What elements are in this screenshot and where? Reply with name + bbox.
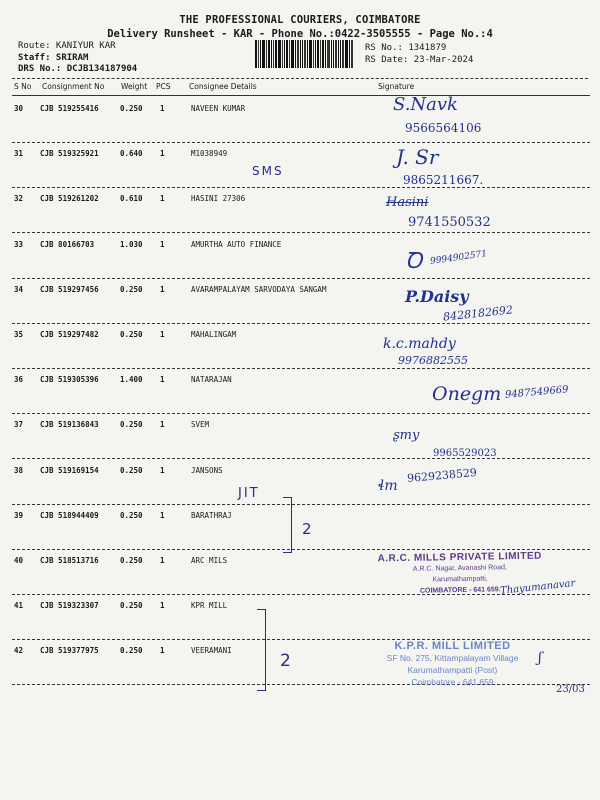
- row-consignee: JANSONS: [191, 465, 223, 475]
- table-row: [12, 143, 590, 188]
- row-weight: 1.030: [120, 239, 143, 249]
- row-sno: 35: [14, 330, 24, 339]
- arc-mills-stamp: A.R.C. MILLS PRIVATE LIMITED A.R.C. Nagar, Avanashi Road, Karumathampatti, COIMBATORE - 641 659.: [377, 550, 542, 595]
- row-consignee: SVEM: [191, 420, 210, 430]
- row-weight: 0.610: [120, 194, 143, 204]
- header-underline: [12, 95, 590, 96]
- row-pcs: 1: [160, 601, 165, 611]
- row-consignee: ARC MILS: [191, 556, 228, 565]
- row-consignment: CJB 80166703: [40, 239, 95, 249]
- row-weight: 0.250: [120, 104, 143, 113]
- kpr-mill-stamp: K.P.R. MILL LIMITED SF No. 275, Kittampalayam Village Karumathampatti (Post) Coimbatore - 641 659: [386, 640, 519, 687]
- phone-30: 9566564106: [405, 121, 482, 135]
- phone-32: 9741550532: [408, 215, 491, 230]
- row-pcs: 1: [160, 465, 165, 475]
- route-label: Route: KANIYUR KAR: [18, 41, 116, 51]
- row-consignee: NAVEEN KUMAR: [191, 104, 246, 113]
- table-row: [12, 324, 590, 369]
- kpr-signature-mark: ʃ: [538, 650, 542, 666]
- row-pcs: 1: [160, 556, 165, 565]
- table-row: [12, 595, 590, 640]
- row-consignment: CJB 519261202: [40, 194, 99, 204]
- rs-date: RS Date: 23-Mar-2024: [365, 55, 474, 65]
- drs-number: DRS No.: DCJB134187904: [18, 64, 138, 74]
- row-weight: 0.250: [120, 646, 143, 656]
- row-consignment: CJB 519255416: [40, 104, 99, 113]
- row-sno: 30: [14, 104, 24, 113]
- signature-30: S.Navk: [393, 94, 458, 115]
- table-row: [12, 414, 590, 459]
- row-pcs: 1: [160, 194, 165, 204]
- row-consignee: KPR MILL: [191, 601, 228, 611]
- row-weight: 0.250: [120, 510, 143, 520]
- row-pcs: 1: [160, 420, 165, 430]
- phone-31: 9865211667.: [403, 173, 484, 187]
- runsheet-subtitle: Delivery Runsheet - KAR - Phone No.:0422-3505555 - Page No.:4: [107, 28, 493, 40]
- company-title: THE PROFESSIONAL COURIERS, COIMBATORE: [179, 14, 421, 26]
- table-row: [12, 369, 590, 414]
- phone-37: 9965529023: [433, 448, 497, 459]
- rs-number: RS No.: 1341879: [365, 43, 447, 53]
- signature-37-mark: ʂmy: [393, 428, 420, 443]
- row-sno: 31: [14, 149, 24, 159]
- table-row: [12, 98, 590, 143]
- bracket-count-1: 2: [302, 520, 312, 538]
- phone-38: 9629238529: [406, 465, 478, 486]
- row-consignee: NATARAJAN: [191, 375, 232, 385]
- barcode-image: [255, 40, 355, 68]
- row-consignee: BARATHRAJ: [191, 510, 232, 520]
- row-consignment: CJB 519169154: [40, 465, 99, 475]
- phone-33: 9994902571: [429, 249, 488, 267]
- col-weight: Weight: [121, 82, 148, 91]
- row-consignment: CJB 519377975: [40, 646, 99, 656]
- row-weight: 0.250: [120, 284, 143, 294]
- stamp-signature: Thayumanavar: [499, 578, 576, 597]
- row-pcs: 1: [160, 375, 165, 385]
- col-consignee: Consignee Details: [189, 82, 257, 91]
- row-pcs: 1: [160, 330, 165, 339]
- row-weight: 0.250: [120, 420, 143, 430]
- col-signature: Signature: [378, 82, 415, 91]
- signature-35: k.c.mahdy: [383, 336, 456, 352]
- col-consignment: Consignment No: [42, 82, 105, 91]
- row-sno: 39: [14, 510, 24, 520]
- col-sno: S No: [14, 82, 32, 91]
- row-weight: 0.250: [120, 601, 143, 611]
- row-pcs: 1: [160, 149, 165, 159]
- row-pcs: 1: [160, 104, 165, 113]
- jit-note: JIT: [238, 486, 260, 501]
- row-sno: 32: [14, 194, 24, 204]
- header-divider: [12, 78, 588, 79]
- row-sno: 38: [14, 465, 24, 475]
- bracket-39-40: [283, 497, 292, 553]
- bracket-count-2: 2: [280, 651, 291, 671]
- signature-36: Onegm: [432, 383, 502, 405]
- signature-31: J. Sr: [396, 145, 439, 169]
- row-sno: 40: [14, 556, 24, 565]
- row-consignment: CJB 519305396: [40, 375, 99, 385]
- signature-32: Hasini: [386, 195, 429, 210]
- col-pcs: PCS: [156, 82, 171, 91]
- phone-36: 9487549669: [504, 384, 569, 401]
- row-sno: 34: [14, 284, 24, 294]
- table-row: [12, 188, 590, 233]
- row-pcs: 1: [160, 239, 165, 249]
- signature-34: P.Daisy: [405, 287, 469, 306]
- row-consignment: CJB 518944409: [40, 510, 99, 520]
- row-sno: 41: [14, 601, 24, 611]
- row-consignment: CJB 519323307: [40, 601, 99, 611]
- row-consignment: CJB 518513716: [40, 556, 99, 565]
- phone-34: 8428182692: [442, 303, 514, 324]
- row-sno: 36: [14, 375, 24, 385]
- row-pcs: 1: [160, 510, 165, 520]
- sms-note: SMS: [252, 164, 284, 178]
- row-consignment: CJB 519136843: [40, 420, 99, 430]
- row-sno: 37: [14, 420, 24, 430]
- row-weight: 1.400: [120, 375, 143, 385]
- row-weight: 0.250: [120, 330, 143, 339]
- row-consignee: VEERAMANI: [191, 646, 232, 656]
- row-consignment: CJB 519325921: [40, 149, 99, 159]
- row-consignee: HASINI 27306: [191, 194, 246, 204]
- phone-35: 9976882555: [398, 354, 468, 367]
- row-sno: 42: [14, 646, 24, 656]
- table-row: [12, 460, 590, 505]
- row-consignment: CJB 519297456: [40, 284, 99, 294]
- row-consignment: CJB 519297482: [40, 330, 99, 339]
- table-row: [12, 505, 590, 550]
- row-pcs: 1: [160, 646, 165, 656]
- staff-label: Staff: SRIRAM: [18, 53, 89, 63]
- signature-38-mark: ɬm: [378, 478, 398, 494]
- signature-33-mark: Ꝺ: [405, 249, 423, 274]
- row-sno: 33: [14, 239, 24, 249]
- row-consignee: MAHALINGAM: [191, 330, 237, 339]
- row-weight: 0.640: [120, 149, 143, 159]
- row-consignee: AMURTHA AUTO FINANCE: [191, 239, 282, 249]
- row-weight: 0.250: [120, 556, 143, 565]
- row-weight: 0.250: [120, 465, 143, 475]
- bracket-41-42: [257, 609, 266, 691]
- row-consignee: M1038949: [191, 149, 228, 159]
- row-pcs: 1: [160, 284, 165, 294]
- table-row: [12, 234, 590, 279]
- kpr-date: 23/03: [556, 684, 585, 695]
- row-consignee: AVARAMPALAYAM SARVODAYA SANGAM: [191, 284, 327, 294]
